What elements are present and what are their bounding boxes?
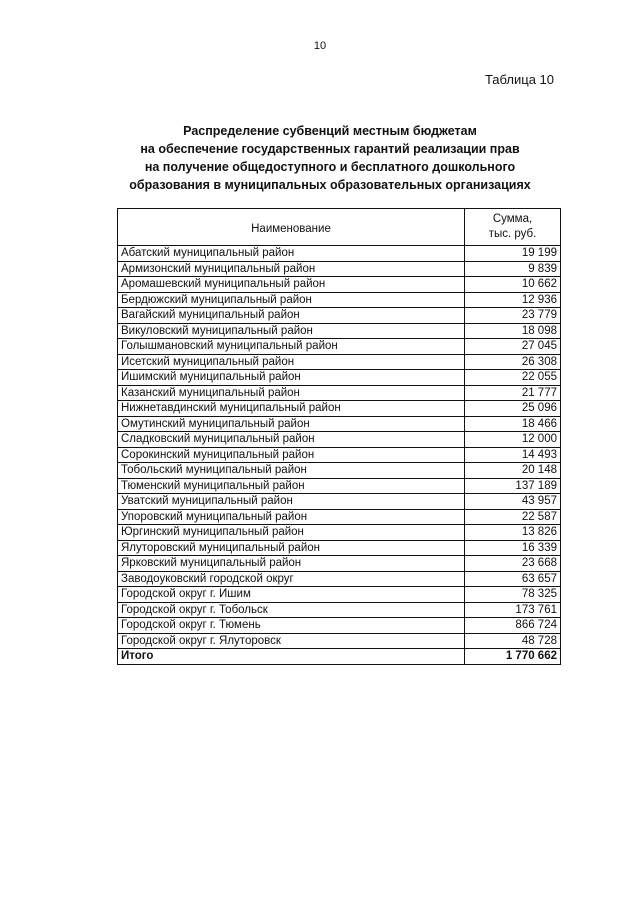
table-row bbox=[118, 370, 561, 386]
total-row bbox=[118, 649, 561, 665]
table-row bbox=[118, 277, 561, 293]
row-name: Городской округ г. Ялуторовск bbox=[118, 633, 465, 649]
row-name: Сладковский муниципальный район bbox=[118, 432, 465, 448]
row-value: 26 308 bbox=[465, 354, 561, 370]
table-row bbox=[118, 571, 561, 587]
header-sum-line-1: Сумма, bbox=[492, 213, 533, 225]
table-row bbox=[118, 494, 561, 510]
row-name: Казанский муниципальный район bbox=[118, 385, 465, 401]
row-name: Городской округ г. Тюмень bbox=[118, 618, 465, 634]
document-title bbox=[110, 122, 550, 194]
row-value: 20 148 bbox=[465, 463, 561, 479]
table-row bbox=[118, 246, 561, 262]
table-row bbox=[118, 509, 561, 525]
row-value: 12 000 bbox=[465, 432, 561, 448]
row-value: 137 189 bbox=[465, 478, 561, 494]
table-body bbox=[118, 246, 561, 665]
table-row bbox=[118, 292, 561, 308]
table-row bbox=[118, 587, 561, 603]
table-row bbox=[118, 416, 561, 432]
row-value: 10 662 bbox=[465, 277, 561, 293]
row-value: 16 339 bbox=[465, 540, 561, 556]
subvention-table bbox=[117, 208, 561, 665]
table-row bbox=[118, 308, 561, 324]
table-row bbox=[118, 354, 561, 370]
row-value: 23 779 bbox=[465, 308, 561, 324]
title-line-2: на обеспечение государственных гарантий реализации прав bbox=[140, 142, 520, 156]
table-row bbox=[118, 432, 561, 448]
page-number: 10 bbox=[313, 40, 327, 52]
title-line-1: Распределение субвенций местным бюджетам bbox=[183, 124, 477, 138]
row-value: 18 098 bbox=[465, 323, 561, 339]
table-row bbox=[118, 556, 561, 572]
row-value: 48 728 bbox=[465, 633, 561, 649]
row-value: 21 777 bbox=[465, 385, 561, 401]
title-line-4: образования в муниципальных образовательных организациях bbox=[129, 178, 531, 192]
table-row bbox=[118, 323, 561, 339]
title-line-3: на получение общедоступного и бесплатного дошкольного bbox=[144, 160, 516, 174]
row-name: Уватский муниципальный район bbox=[118, 494, 465, 510]
row-value: 18 466 bbox=[465, 416, 561, 432]
total-label: Итого bbox=[118, 649, 465, 665]
row-value: 9 839 bbox=[465, 261, 561, 277]
row-name: Армизонский муниципальный район bbox=[118, 261, 465, 277]
table-row bbox=[118, 525, 561, 541]
row-name: Городской округ г. Тобольск bbox=[118, 602, 465, 618]
row-value: 14 493 bbox=[465, 447, 561, 463]
row-value: 63 657 bbox=[465, 571, 561, 587]
table-row bbox=[118, 633, 561, 649]
row-value: 78 325 bbox=[465, 587, 561, 603]
row-value: 23 668 bbox=[465, 556, 561, 572]
row-name: Тобольский муниципальный район bbox=[118, 463, 465, 479]
table-row bbox=[118, 463, 561, 479]
row-name: Исетский муниципальный район bbox=[118, 354, 465, 370]
table-row bbox=[118, 261, 561, 277]
row-value: 22 055 bbox=[465, 370, 561, 386]
row-name: Тюменский муниципальный район bbox=[118, 478, 465, 494]
row-name: Ялуторовский муниципальный район bbox=[118, 540, 465, 556]
table-row bbox=[118, 478, 561, 494]
row-name: Омутинский муниципальный район bbox=[118, 416, 465, 432]
row-name: Ишимский муниципальный район bbox=[118, 370, 465, 386]
header-sum-line-2: тыс. руб. bbox=[488, 228, 537, 240]
table-row bbox=[118, 385, 561, 401]
row-value: 866 724 bbox=[465, 618, 561, 634]
table-row bbox=[118, 401, 561, 417]
table-row bbox=[118, 540, 561, 556]
row-name: Голышмановский муниципальный район bbox=[118, 339, 465, 355]
row-name: Вагайский муниципальный район bbox=[118, 308, 465, 324]
header-name: Наименование bbox=[118, 209, 465, 246]
row-name: Упоровский муниципальный район bbox=[118, 509, 465, 525]
total-value: 1 770 662 bbox=[465, 649, 561, 665]
row-name: Ярковский муниципальный район bbox=[118, 556, 465, 572]
header-sum bbox=[465, 209, 561, 246]
table-row bbox=[118, 447, 561, 463]
row-name: Заводоуковский городской округ bbox=[118, 571, 465, 587]
row-value: 25 096 bbox=[465, 401, 561, 417]
row-name: Сорокинский муниципальный район bbox=[118, 447, 465, 463]
table-row bbox=[118, 618, 561, 634]
row-value: 173 761 bbox=[465, 602, 561, 618]
table-header-row bbox=[118, 209, 561, 246]
row-name: Абатский муниципальный район bbox=[118, 246, 465, 262]
row-value: 19 199 bbox=[465, 246, 561, 262]
table-label: Таблица 10 bbox=[484, 72, 554, 87]
row-name: Бердюжский муниципальный район bbox=[118, 292, 465, 308]
row-value: 13 826 bbox=[465, 525, 561, 541]
row-value: 27 045 bbox=[465, 339, 561, 355]
row-name: Аромашевский муниципальный район bbox=[118, 277, 465, 293]
row-name: Нижнетавдинский муниципальный район bbox=[118, 401, 465, 417]
row-name: Городской округ г. Ишим bbox=[118, 587, 465, 603]
table-row bbox=[118, 602, 561, 618]
row-name: Викуловский муниципальный район bbox=[118, 323, 465, 339]
row-value: 43 957 bbox=[465, 494, 561, 510]
row-name: Юргинский муниципальный район bbox=[118, 525, 465, 541]
row-value: 22 587 bbox=[465, 509, 561, 525]
row-value: 12 936 bbox=[465, 292, 561, 308]
table-row bbox=[118, 339, 561, 355]
